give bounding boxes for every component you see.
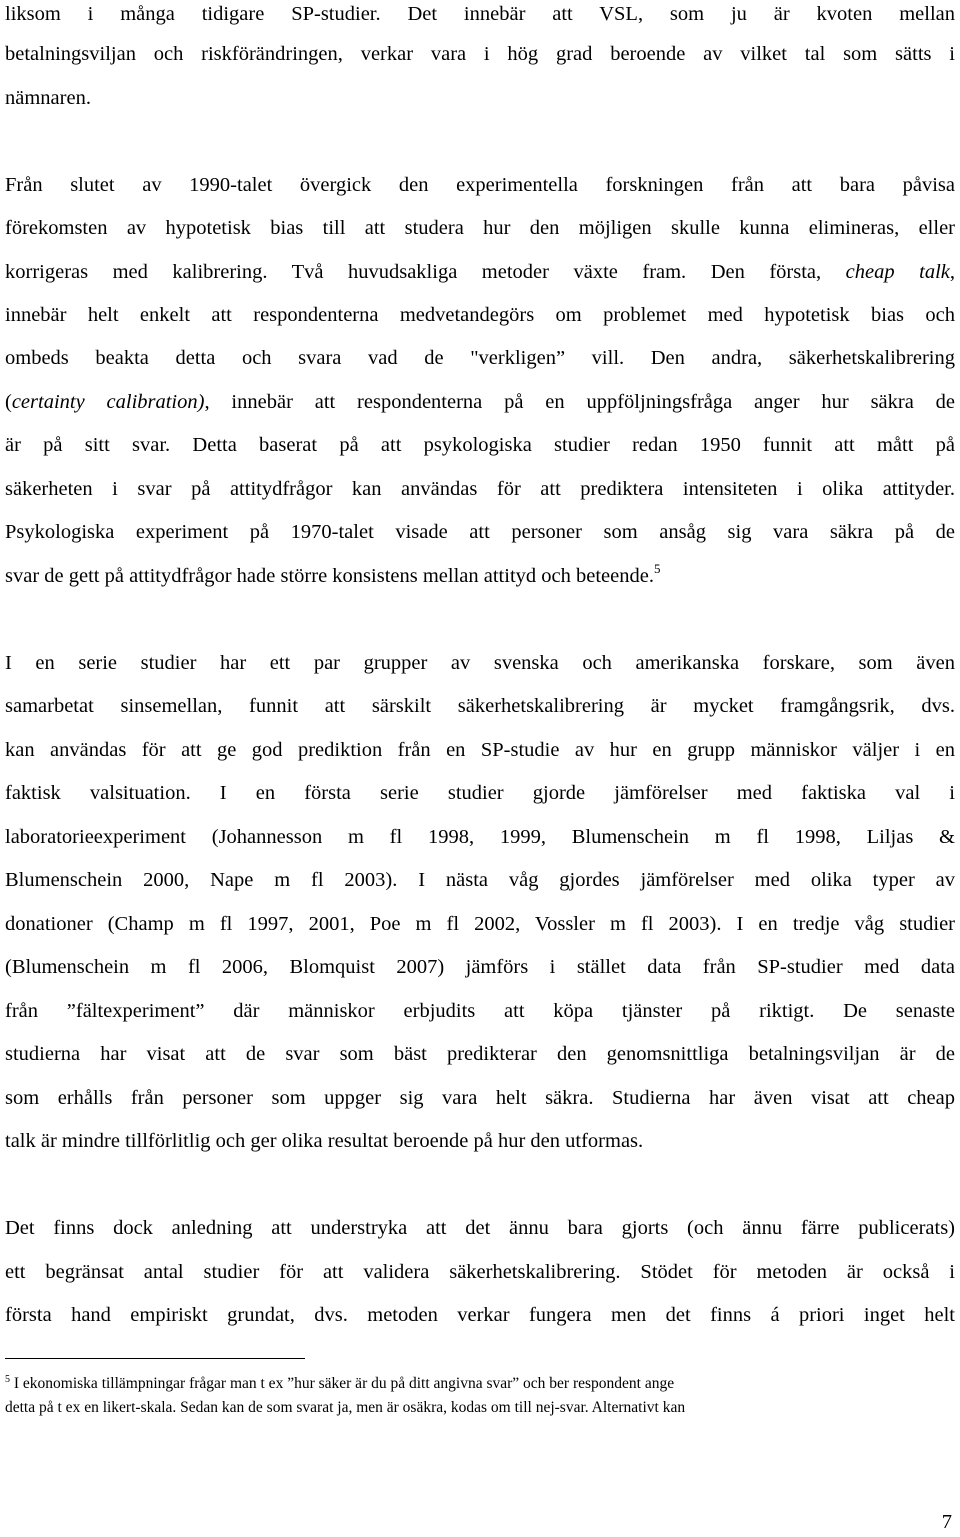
paragraph-2-line-6: Blumenschein 2000, Nape m fl 2003). I nästa våg gjordes jämförelser med olika typer av: [5, 869, 955, 891]
paragraph-3-line-2: ett begränsat antal studier för att validera säkerhetskalibrering. Stödet för metoden är också i: [5, 1261, 955, 1283]
paragraph-2-line-12: talk är mindre tillförlitlig och ger olika resultat beroende på hur den utformas.: [5, 1130, 644, 1152]
footnote-separator: [5, 1358, 305, 1359]
paragraph-2-line-11: som erhålls från personer som uppger sig vara helt säkra. Studierna har även visat att cheap: [5, 1087, 955, 1109]
page-number: 7: [941, 1511, 952, 1533]
paragraph-1-line-1: Från slutet av 1990-talet övergick den experimentella forskningen från att bara påvisa: [5, 174, 955, 196]
paragraph-1-line-3-text: korrigeras med kalibrering. Två huvudsakliga metoder växte fram. Den första,: [5, 261, 822, 283]
paragraph-1-line-7: är på sitt svar. Detta baserat på att psykologiska studier redan 1950 funnit att mått på: [5, 434, 955, 456]
paragraph-1-line-3: [5, 258, 955, 286]
footnote-line-1: [5, 1374, 674, 1394]
footnote-number: 5: [5, 1374, 10, 1385]
paragraph-1-line-3-end: ,: [949, 261, 955, 283]
paragraph-2-line-5: laboratorieexperiment (Johannesson m fl 1998, 1999, Blumenschein m fl 1998, Liljas &: [5, 826, 955, 848]
paragraph-2-line-8: (Blumenschein m fl 2006, Blomquist 2007) jämförs i stället data från SP-studier med data: [5, 956, 955, 978]
paragraph-1-line-2: förekomsten av hypotetisk bias till att studera hur den möjligen skulle kunna elimineras, eller: [5, 217, 955, 239]
paragraph-2-line-4: faktisk valsituation. I en första serie studier gjorde jämförelser med faktiska val i: [5, 782, 955, 804]
paragraph-1-line-6-rest: , innebär att respondenterna på en uppföljningsfråga anger hur säkra de: [204, 391, 956, 413]
paragraph-1-line-4: innebär helt enkelt att respondenterna medvetandegörs om problemet med hypotetisk bias och: [5, 304, 955, 326]
paragraph-1-line-8: säkerheten i svar på attitydfrågor kan användas för att prediktera intensiteten i olika attityder.: [5, 478, 955, 500]
paragraph-0-line-3: nämnaren.: [5, 87, 91, 109]
paragraph-0-line-2: betalningsviljan och riskförändringen, verkar vara i hög grad beroende av vilket tal som sätts i: [5, 43, 955, 65]
term-cheap-talk: cheap talk: [845, 261, 950, 283]
paragraph-2-line-2: samarbetat sinsemellan, funnit att särskilt säkerhetskalibrering är mycket framgångsrik, dvs.: [5, 695, 955, 717]
term-certainty-calibration: certainty calibration): [11, 391, 205, 413]
paragraph-2-line-3: kan användas för att ge god prediktion från en SP-studie av hur en grupp människor väljer i en: [5, 739, 955, 761]
paragraph-2-line-7: donationer (Champ m fl 1997, 2001, Poe m fl 2002, Vossler m fl 2003). I en tredje våg studier: [5, 913, 955, 935]
paragraph-1-line-5: ombeds beakta detta och svara vad de "verkligen” vill. Den andra, säkerhetskalibrering: [5, 347, 955, 369]
paragraph-1-line-6: [5, 388, 955, 416]
paragraph-1-line-10-text: svar de gett på attitydfrågor hade större konsistens mellan attityd och beteende.: [5, 565, 654, 587]
paragraph-3-line-1: Det finns dock anledning att understryka att det ännu bara gjorts (och ännu färre publicerats): [5, 1217, 955, 1239]
paragraph-0-line-1: liksom i många tidigare SP-studier. Det innebär att VSL, som ju är kvoten mellan: [5, 3, 955, 25]
paragraph-2-line-9: från ”fältexperiment” där människor erbjudits att köpa tjänster på riktigt. De senaste: [5, 1000, 955, 1022]
footnote-line-2: detta på t ex en likert-skala. Sedan kan de som svarat ja, men är osäkra, kodas om till nej-svar. Alternativt kan: [5, 1399, 686, 1416]
paragraph-3-line-3: första hand empiriskt grundat, dvs. metoden verkar fungera men det finns á priori inget helt: [5, 1304, 955, 1326]
paragraph-1-line-9: Psykologiska experiment på 1970-talet visade att personer som ansåg sig vara säkra på de: [5, 521, 955, 543]
footnote-line-1-text: I ekonomiska tillämpningar frågar man t ex ”hur säker är du på ditt angivna svar” och ber respondent ange: [10, 1375, 675, 1392]
paragraph-2-line-1: I en serie studier har ett par grupper av svenska och amerikanska forskare, som även: [5, 652, 955, 674]
paragraph-1-line-10: [5, 562, 955, 590]
paragraph-1-line-6-open: (: [5, 391, 12, 413]
footnote-reference: 5: [653, 561, 661, 576]
paragraph-2-line-10: studierna har visat att de svar som bäst predikterar den genomsnittliga betalningsviljan är de: [5, 1043, 955, 1065]
